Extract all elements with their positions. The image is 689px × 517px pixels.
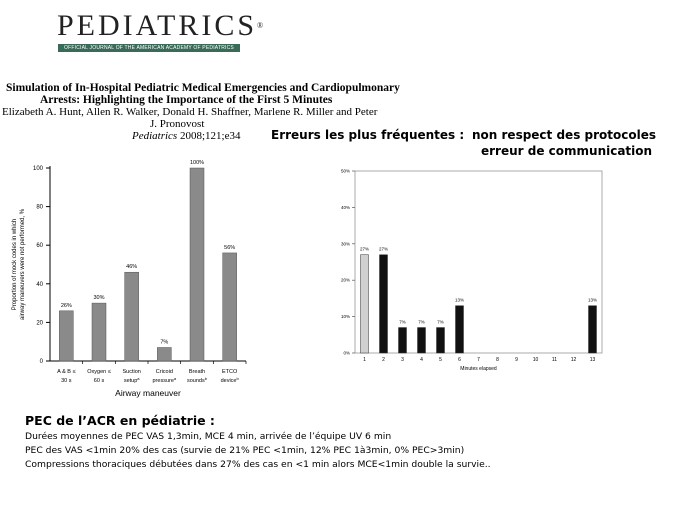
airway-maneuver-chart: [0, 150, 270, 410]
bar-data-label: 13%: [587, 297, 598, 303]
y-tick-label: 40: [36, 281, 43, 288]
bar-5: [190, 168, 204, 361]
x-category-label: 11: [551, 357, 558, 363]
pec-line-compressions: Compressions thoraciques débutées dans 27% des cas en <1 min alors MCE<1min double la survie..: [25, 459, 491, 470]
x-category-label: 8: [496, 357, 499, 363]
y-tick-label: 0: [39, 359, 43, 365]
x-axis-title: Minutes elapsed: [460, 366, 497, 372]
x-category-line1: A & B ≤: [57, 369, 76, 375]
x-category-label: [57, 369, 75, 375]
x-category-label: [94, 378, 105, 384]
bar-minute-3: [399, 328, 407, 353]
x-category-line2: 60 s: [93, 378, 105, 384]
bar-data-label: 7%: [399, 319, 406, 325]
bar-1: [59, 311, 73, 361]
trademark-symbol: ®: [257, 21, 264, 30]
bar-minute-4: [418, 328, 426, 353]
article-authors-line2: J. Pronovost: [150, 118, 205, 130]
bar-data-label: 30%: [93, 295, 105, 302]
x-category-label: 3: [401, 357, 404, 363]
x-category-label: [222, 369, 238, 375]
minutes-elapsed-chart: [330, 160, 610, 380]
pec-line-airway: PEC des VAS <1min 20% des cas (survie de 21% PEC <1min, 12% PEC 1à3min, 0% PEC>3min): [25, 445, 465, 456]
x-category-line2: device: [220, 378, 237, 384]
bar-minute-5: [437, 328, 445, 353]
bar-data-label: 27%: [359, 246, 370, 252]
journal-subtitle: OFFICIAL JOURNAL OF THE AMERICAN ACADEMY OF PEDIATRICS: [58, 44, 240, 52]
journal-logo: [57, 10, 263, 42]
bar-data-label: 26%: [60, 302, 72, 309]
y-tick-label: 50%: [340, 168, 350, 174]
x-category-label: [221, 376, 240, 384]
article-citation: [132, 130, 240, 142]
x-category-label: [189, 369, 205, 375]
bar-data-label: 27%: [378, 246, 389, 252]
x-category-superscript: b: [236, 376, 239, 381]
x-category-line1: ETCO: [222, 369, 238, 375]
x-category-label: [122, 369, 140, 375]
y-tick-label: 20: [36, 320, 43, 327]
x-category-line1: Cricoid: [155, 369, 173, 375]
y-tick-label: 100: [32, 166, 43, 172]
y-tick-label: 0%: [343, 350, 350, 356]
x-category-superscript: a: [137, 376, 140, 381]
bar-data-label: 7%: [418, 319, 425, 325]
bar-minute-13: [589, 306, 597, 353]
x-category-label: [156, 369, 173, 375]
x-category-line2: 30 s: [61, 378, 72, 384]
bar-data-label: 56%: [224, 244, 236, 251]
x-category-superscript: b: [204, 376, 207, 381]
x-category-label: [61, 378, 72, 384]
y-axis-title-line2: airway maneuvers were not performed, %: [20, 208, 26, 321]
x-category-line2: setup: [123, 378, 138, 384]
x-category-label: [153, 376, 177, 384]
y-tick-label: 10%: [340, 314, 350, 320]
x-category-line2: pressure: [152, 378, 174, 384]
bar-6: [223, 253, 237, 361]
x-category-label: 4: [420, 357, 423, 363]
article-authors-line1: Elizabeth A. Hunt, Allen R. Walker, Donald H. Shaffner, Marlene R. Miller and Peter: [2, 106, 378, 118]
x-category-label: 10: [532, 357, 539, 363]
errors-item-communication: erreur de communication: [481, 144, 653, 158]
errors-item-protocols: non respect des protocoles: [472, 128, 656, 142]
bar-data-label: 100%: [189, 160, 205, 166]
y-tick-label: 60: [36, 243, 43, 250]
x-category-line1: Oxygen ≤: [87, 369, 111, 375]
x-category-label: 7: [477, 357, 480, 363]
x-category-line2: sounds: [187, 378, 205, 384]
bar-data-label: 46%: [126, 264, 138, 271]
x-category-label: 2: [382, 357, 385, 363]
bar-data-label: 7%: [437, 319, 444, 325]
y-tick-label: 30%: [340, 241, 350, 247]
x-category-label: [87, 369, 111, 375]
x-category-label: 1: [363, 357, 366, 363]
y-tick-label: 80: [36, 204, 43, 211]
x-category-label: 13: [589, 357, 596, 363]
bar-3: [125, 272, 139, 361]
plot-frame: [355, 171, 602, 353]
bar-minute-1: [361, 255, 369, 353]
x-category-label: 5: [439, 357, 442, 363]
x-category-line1: Suction: [122, 369, 141, 375]
bar-minute-6: [456, 306, 464, 353]
article-title-line1: Simulation of In-Hospital Pediatric Medical Emergencies and Cardiopulmonary: [6, 82, 400, 94]
pec-line-durations: Durées moyennes de PEC VAS 1,3min, MCE 4 min, arrivée de l’équipe UV 6 min: [25, 431, 392, 442]
x-category-label: 9: [515, 357, 518, 363]
bar-minute-2: [380, 255, 388, 353]
bar-data-label: 7%: [160, 339, 169, 346]
y-axis-title-line1: Proportion of mock codes in which: [12, 218, 18, 311]
y-tick-label: 20%: [340, 277, 350, 283]
errors-label: Erreurs les plus fréquentes :: [271, 128, 465, 142]
bar-4: [157, 347, 171, 361]
article-title-line2: Arrests: Highlighting the Importance of the First 5 Minutes: [40, 94, 333, 106]
x-category-label: [124, 376, 140, 384]
x-category-superscript: a: [173, 376, 177, 381]
journal-logo-text: PEDIATRICS: [57, 9, 258, 42]
pec-title: PEC de l’ACR en pédiatrie :: [25, 413, 215, 428]
x-category-line1: Breath: [188, 369, 206, 375]
y-tick-label: 40%: [340, 204, 350, 210]
bar-data-label: 13%: [454, 297, 465, 303]
x-category-label: 6: [458, 357, 461, 363]
x-category-label: [187, 376, 208, 384]
x-axis-title: Airway maneuver: [115, 388, 181, 398]
journal-reference: 2008;121;e34: [177, 130, 241, 142]
x-category-label: 12: [570, 357, 577, 363]
journal-name: Pediatrics: [132, 130, 178, 142]
bar-2: [92, 303, 106, 361]
